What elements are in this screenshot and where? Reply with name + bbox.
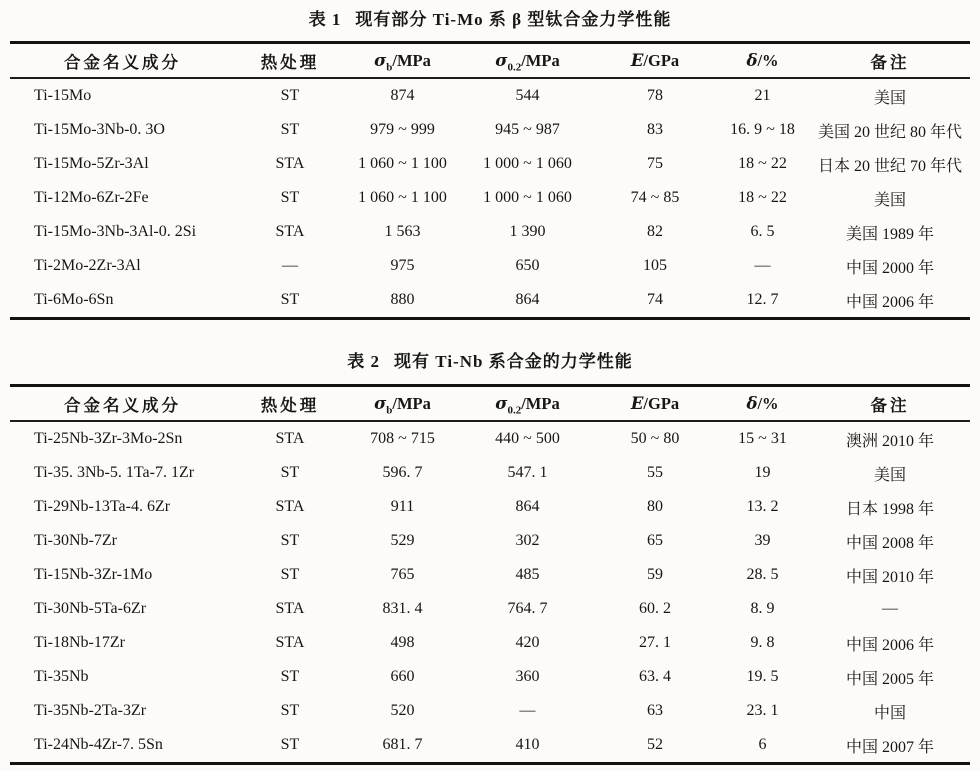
cell-note: 中国 2008 年 [845,534,934,552]
cell-sigma-b: 979 ~ 999 [370,121,435,138]
cell-sigma-02: 410 [515,736,540,753]
col-header-elongation: δ/% [715,43,810,79]
cell-heat: ST [280,736,300,753]
cell-note: 日本 1998 年 [845,500,934,518]
col-header-alloy: 合金名义成分 [10,386,235,422]
cell-heat: — [282,257,298,274]
header-row [10,386,970,422]
cell-alloy: Ti-6Mo-6Sn [34,291,114,308]
cell-modulus: 27. 1 [639,634,671,651]
cell-alloy: Ti-35Nb-2Ta-3Zr [34,702,147,719]
cell-sigma-02: 764. 7 [507,600,548,617]
cell-note: 中国 2000 年 [845,259,934,277]
cell-modulus: 50 ~ 80 [630,430,680,447]
cell-heat: ST [280,702,300,719]
cell-modulus: 105 [643,257,667,274]
table-row [10,181,970,215]
cell-note: 美国 [873,466,906,484]
cell-note: 中国 2007 年 [845,738,934,756]
cell-heat: STA [275,223,305,240]
cell-note: 美国 [873,191,906,209]
cell-elongation: 21 [754,87,771,104]
table-row [10,558,970,592]
cell-modulus: 82 [647,223,663,240]
cell-alloy: Ti-15Mo-5Zr-3Al [34,155,149,172]
cell-elongation: 39 [754,532,771,549]
ti-mo-alloys-table [10,41,970,320]
table1-title [10,5,970,35]
table2-block [10,347,970,765]
cell-heat: STA [275,155,305,172]
cell-sigma-b: 660 [390,668,415,685]
cell-modulus: 74 ~ 85 [630,189,680,206]
cell-sigma-b: 831. 4 [382,600,423,617]
cell-alloy: Ti-15Mo-3Nb-3Al-0. 2Si [34,223,197,240]
table-row [10,490,970,524]
cell-elongation: — [754,257,771,274]
cell-sigma-b: 708 ~ 715 [370,430,435,447]
cell-note: 中国 2006 年 [845,636,934,654]
cell-sigma-b: 975 [390,257,415,274]
cell-heat: STA [275,430,305,447]
cell-sigma-02: 544 [515,87,540,104]
cell-sigma-02: 302 [515,532,540,549]
table2-title [10,347,970,377]
cell-alloy: Ti-15Mo [34,87,92,104]
table1-title-label: 表 1 [308,10,342,29]
cell-elongation: 15 ~ 31 [738,430,787,447]
table2-title-text: 现有 Ti-Nb 系合金的力学性能 [394,352,633,371]
table-row [10,694,970,728]
cell-heat: ST [280,87,300,104]
cell-elongation: 12. 7 [746,291,779,308]
table2-title-label: 表 2 [347,352,381,371]
cell-sigma-02: 1 390 [509,223,546,240]
table1-title-text: 现有部分 Ti-Mo 系 β 型钛合金力学性能 [355,10,672,29]
cell-note: 日本 20 世纪 70 年代 [817,157,962,175]
cell-sigma-02: 440 ~ 500 [495,430,560,447]
cell-sigma-b: 874 [390,87,415,104]
cell-elongation: 8. 9 [750,600,775,617]
cell-alloy: Ti-15Nb-3Zr-1Mo [34,566,153,583]
table-row [10,78,970,113]
table-row [10,456,970,490]
col-header-note: 备注 [810,386,970,422]
table1-block [10,5,970,320]
cell-sigma-02: 547. 1 [507,464,548,481]
cell-elongation: 9. 8 [750,634,775,651]
cell-elongation: 16. 9 ~ 18 [730,121,795,138]
cell-alloy: Ti-15Mo-3Nb-0. 3O [34,121,165,138]
cell-alloy: Ti-35Nb [34,668,89,685]
cell-modulus: 75 [647,155,663,172]
cell-sigma-b: 529 [390,532,415,549]
cell-note: 美国 20 世纪 80 年代 [817,123,962,141]
cell-sigma-b: 1 563 [384,223,421,240]
cell-sigma-b: 911 [390,498,415,515]
cell-sigma-b: 520 [390,702,415,719]
cell-modulus: 83 [647,121,663,138]
header-row [10,43,970,79]
cell-alloy: Ti-35. 3Nb-5. 1Ta-7. 1Zr [34,464,195,481]
cell-elongation: 28. 5 [746,566,779,583]
col-header-elongation: δ/% [715,386,810,422]
cell-modulus: 63. 4 [639,668,671,685]
cell-sigma-b: 498 [390,634,415,651]
cell-heat: ST [280,668,300,685]
cell-heat: ST [280,566,300,583]
cell-note: 美国 1989 年 [845,225,934,243]
cell-heat: STA [275,498,305,515]
cell-sigma-b: 596. 7 [382,464,423,481]
cell-elongation: 18 ~ 22 [738,155,787,172]
col-header-sigma-02: $\sigma_{0.2}$/MPa [460,386,595,422]
cell-note: 美国 [873,89,906,107]
cell-elongation: 23. 1 [746,702,779,719]
cell-alloy: Ti-24Nb-4Zr-7. 5Sn [34,736,163,753]
table-row [10,147,970,181]
cell-modulus: 63 [647,702,663,719]
cell-modulus: 80 [647,498,663,515]
cell-heat: ST [280,189,300,206]
cell-alloy: Ti-25Nb-3Zr-3Mo-2Sn [34,430,183,447]
cell-alloy: Ti-29Nb-13Ta-4. 6Zr [34,498,171,515]
col-header-modulus: E/GPa [595,386,715,422]
cell-note: 中国 [873,704,906,722]
cell-note: 中国 2005 年 [845,670,934,688]
cell-sigma-b: 681. 7 [382,736,423,753]
col-header-alloy: 合金名义成分 [10,43,235,79]
cell-sigma-b: 765 [390,566,415,583]
cell-elongation: 19. 5 [746,668,779,685]
cell-sigma-02: 1 000 ~ 1 060 [483,155,572,172]
cell-elongation: 13. 2 [746,498,779,515]
cell-modulus: 55 [647,464,663,481]
table-row [10,660,970,694]
cell-sigma-02: — [519,702,536,719]
cell-sigma-02: 360 [515,668,540,685]
cell-sigma-02: 945 ~ 987 [495,121,560,138]
cell-note: 中国 2006 年 [845,293,934,311]
cell-sigma-b: 880 [390,291,415,308]
cell-heat: ST [280,532,300,549]
table-row [10,728,970,764]
ti-nb-alloys-table [10,384,970,765]
cell-heat: ST [280,121,300,138]
col-header-heat: 热处理 [235,386,345,422]
cell-note: 澳洲 2010 年 [845,432,934,450]
cell-sigma-b: 1 060 ~ 1 100 [358,189,447,206]
cell-modulus: 60. 2 [639,600,671,617]
col-header-sigma-b: $\sigma_b$/MPa [345,43,460,79]
col-header-heat: 热处理 [235,43,345,79]
cell-elongation: 19 [754,464,771,481]
cell-modulus: 65 [647,532,663,549]
cell-sigma-02: 485 [515,566,540,583]
cell-note: — [882,600,898,617]
cell-heat: STA [275,600,305,617]
col-header-sigma-02: $\sigma_{0.2}$/MPa [460,43,595,79]
cell-modulus: 52 [647,736,663,753]
cell-alloy: Ti-2Mo-2Zr-3Al [34,257,141,274]
cell-alloy: Ti-30Nb-7Zr [34,532,117,549]
cell-heat: ST [280,291,300,308]
cell-sigma-02: 650 [515,257,540,274]
col-header-sigma-b: $\sigma_b$/MPa [345,386,460,422]
cell-heat: ST [280,464,300,481]
table-row [10,421,970,456]
cell-sigma-02: 420 [515,634,540,651]
col-header-note: 备注 [810,43,970,79]
cell-elongation: 6 [758,736,767,753]
cell-modulus: 74 [647,291,663,308]
table-row [10,626,970,660]
table-row [10,524,970,558]
cell-sigma-b: 1 060 ~ 1 100 [358,155,447,172]
cell-elongation: 18 ~ 22 [738,189,787,206]
table-row [10,215,970,249]
cell-sigma-02: 864 [515,498,540,515]
scanned-paper-page [10,0,970,765]
cell-sigma-02: 1 000 ~ 1 060 [483,189,572,206]
table-row [10,113,970,147]
table-row [10,249,970,283]
cell-sigma-02: 864 [515,291,540,308]
cell-elongation: 6. 5 [750,223,775,240]
cell-alloy: Ti-30Nb-5Ta-6Zr [34,600,147,617]
cell-heat: STA [275,634,305,651]
table-row [10,592,970,626]
cell-alloy: Ti-18Nb-17Zr [34,634,125,651]
cell-note: 中国 2010 年 [845,568,934,586]
table-row [10,283,970,319]
col-header-modulus: E/GPa [595,43,715,79]
cell-modulus: 78 [647,87,663,104]
cell-alloy: Ti-12Mo-6Zr-2Fe [34,189,149,206]
cell-modulus: 59 [647,566,663,583]
